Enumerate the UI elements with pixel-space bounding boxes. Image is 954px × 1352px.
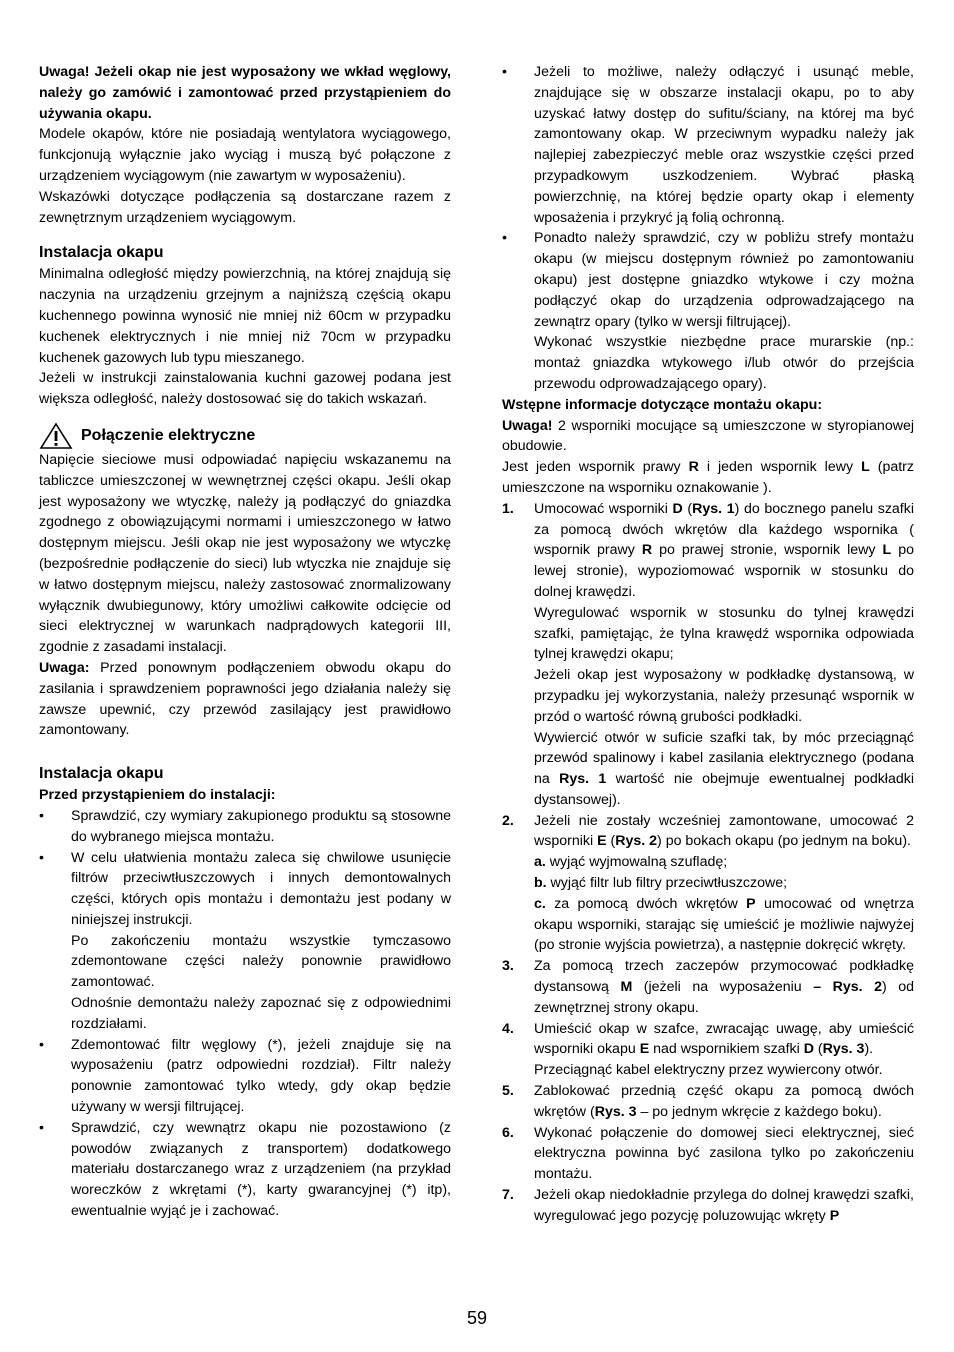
paragraph: Modele okapów, które nie posiadają wentylatora wyciągowego, funkcjonują wyłącznie jako wyciąg i muszą być połączone z urządzeniem wyciągowym (nie zawartym w wyposażeniu).	[39, 126, 451, 184]
warning-triangle-icon	[39, 422, 73, 450]
paragraph: Jest jeden wspornik prawy R i jeden wspornik lewy L (patrz umieszczone na wsporniku oznakowanie ).	[502, 459, 915, 496]
list-item: • Sprawdzić, czy wewnątrz okapu nie pozostawiono (z powodów związanych z transportem) dodatkowego materiału dostarczanego wraz z urządzeniem (na przykład woreczków z wkrętami (*), karty gwarancyjnej (*) itp), ewentualnie wyjąć je i zachować.	[39, 1119, 451, 1220]
step-1-continuation: Jeżeli okap jest wyposażony w podkładkę dystansową, w przypadku jej wykorzystania, należy przesunąć wspornik w przód o wartość równą grubości podkładki.	[534, 667, 914, 725]
section-heading-electrical	[39, 422, 451, 450]
list-item: • Jeżeli to możliwe, należy odłączyć i usunąć meble, znajdujące się w obszarze instalacji okapu, po to aby uzyskać łatwy dostęp do sufitu/ściany, na której ma być zamontowany okap. W przeciwnym wypadku należy jak najlepiej zabezpieczyć meble oraz wszystkie części przed przypadkowym uszkodzeniem. Wybrać płaską powierzchnię, na której będzie oparty okap i elementy wposażenia i przykryć ją folią ochronną.	[502, 64, 914, 226]
step-2-sub-a: a. wyjąć wyjmowalną szufladę;	[534, 854, 728, 871]
list-item: • Sprawdzić, czy wymiary zakupionego produktu są stosowne do wybranego miejsca montażu.	[39, 807, 451, 845]
list-item-continuation: Odnośnie demontażu należy zapoznać się z odpowiednimi rozdziałami.	[71, 995, 451, 1032]
subheading: Przed przystąpieniem do instalacji:	[39, 787, 276, 804]
section-heading-text: Połączenie elektryczne	[81, 426, 256, 444]
step-5: 5. Zablokować przednią część okapu za pomocą dwóch wkrętów (Rys. 3 – po jednym wkręcie z każdego boku).	[502, 1083, 914, 1120]
step-6: 6. Wykonać połączenie do domowej sieci elektrycznej, sieć elektryczna powinna być zasilona tylko po zakończeniu montażu.	[502, 1124, 914, 1183]
warning-carbon-filter: Uwaga! Jeżeli okap nie jest wyposażony we wkład węglowy, należy go zamówić i zamontować przed przystąpieniem do używania okapu.	[39, 64, 451, 122]
step-1-continuation: Wyregulować wspornik w stosunku do tylnej krawędzi szafki, pamiętając, że tylna krawędź wspornika odpowiada tylnej krawędzi okapu;	[534, 604, 914, 663]
list-item: • Ponadto należy sprawdzić, czy w pobliżu strefy montażu okapu (w miejscu dostępnym również po zamontowaniu okapu) jest dostępne gniazdko wtykowe i czy można podłączyć okap do urządzenia odprowadzającego na zewnątrz opary (tylko w wersji filtrującej).	[502, 230, 914, 330]
section-heading: Instalacja okapu	[39, 765, 164, 783]
list-item-continuation: Po zakończeniu montażu wszystkie tymczasowo zdemontowane części należy ponownie prawidłowo zamontować.	[71, 932, 451, 991]
right-column	[502, 62, 914, 1227]
left-column	[39, 62, 451, 1222]
step-4-continuation: Przeciągnąć kabel elektryczny przez wywiercony otwór.	[534, 1062, 883, 1079]
paragraph: Wskazówki dotyczące podłączenia są dostarczane razem z zewnętrznym urządzeniem wyciągowym.	[39, 188, 451, 226]
step-2-sub-c: c. za pomocą dwóch wkrętów P umocować od wnętrza okapu wsporniki, starając się umieścić je możliwie najwyżej (po stronie wyjścia powietrza), a następnie dokręcić wkręty.	[534, 895, 914, 954]
step-7: 7. Jeżeli okap niedokładnie przylega do dolnej krawędzi szafki, wyregulować jego pozycję poluzowując wkręty P	[502, 1187, 914, 1224]
paragraph: Uwaga: Przed ponownym podłączeniem obwodu okapu do zasilania i sprawdzeniem poprawności jego działania należy się zawsze upewnić, czy przewód zasilający jest prawidłowo zamontowany.	[39, 659, 451, 739]
list-item: • W celu ułatwienia montażu zaleca się chwilowe usunięcie filtrów przeciwtłuszczowych i innych demontowalnych części, których opis montażu i demontażu jest podany w niniejszej instrukcji.	[39, 849, 451, 928]
step-4: 4. Umieścić okap w szafce, zwracając uwagę, aby umieścić wsporniki okapu E nad wspornikiem szafki D (Rys. 3).	[502, 1020, 914, 1058]
paragraph: Minimalna odległość między powierzchnią, na której znajdują się naczynia na urządzeniu grzejnym a najniższą częścią okapu kuchennego powinna wynosić nie mniej niż 60cm w przypadku kuchenek elektrycznych i nie mniej niż 70cm w przypadku kuchenek gazowych lub typu mieszanego.	[39, 266, 451, 366]
section-heading: Instalacja okapu	[39, 244, 164, 262]
list-item: • Zdemontować filtr węglowy (*), jeżeli znajduje się na wyposażeniu (patrz odpowiedni rozdział). Filtr należy ponownie zamontować tylko wtedy, gdy okap będzie używany w wersji filtrującej.	[39, 1036, 451, 1116]
step-1: 1. Umocować wsporniki D (Rys. 1) do bocznego panelu szafki za pomocą dwóch wkrętów dla każdego wspornika ( wspornik prawy R po prawej stronie, wspornik lewy L po lewej stronie), wypoziomować wspornik w stosunku do dolnej krawędzi.	[502, 500, 914, 600]
paragraph: Jeżeli w instrukcji zainstalowania kuchni gazowej podana jest większa odległość, należy dostosować się do takich wskazań.	[39, 370, 451, 408]
list-item-continuation: Wykonać wszystkie niezbędne prace murarskie (np.: montaż gniazdka wtykowego i/lub otwór do przejścia przewodu odprowadzającego opary).	[534, 334, 914, 392]
page-number: 59	[466, 1308, 488, 1328]
paragraph: Uwaga! 2 wsporniki mocujące są umieszczone w styropianowej obudowie.	[502, 417, 914, 455]
subheading: Wstępne informacje dotyczące montażu okapu:	[502, 396, 823, 413]
paragraph: Napięcie sieciowe musi odpowiadać napięciu wskazanemu na tabliczce umieszczonej w wewnętrznej części okapu. Jeśli okap jest wyposażony we wtyczkę, należy ją podłączyć do gniazdka zgodnego z obowiązującymi normami i umieszczonego w łatwo dostępnym miejscu. Jeśli okap nie jest wyposażony we wtyczkę (bezpośrednie podłączenie do sieci) lub wtyczka nie znajduje się w łatwo dostępnym miejscu, należy zastosować znormalizowany wyłącznik dwubiegunowy, który umożliwi całkowite odcięcie od sieci elektrycznej w warunkach nadprądowych kategorii III, zgodnie z zasadami instalacji.	[39, 451, 451, 656]
step-1-continuation: Wywiercić otwór w suficie szafki tak, by móc przeciągnąć przewód spalinowy i kabel zasilania elektrycznego (podana na Rys. 1 wartość nie obejmuje ewentualnej podkładki dystansowej).	[534, 729, 914, 808]
step-2: 2. Jeżeli nie zostały wcześniej zamontowane, umocować 2 wsporniki E (Rys. 2) po bokach okapu (po jednym na boku).	[502, 812, 914, 850]
step-3: 3. Za pomocą trzech zaczepów przymocować podkładkę dystansową M (jeżeli na wyposażeniu – Rys. 2) od zewnętrznej strony okapu.	[502, 958, 914, 1016]
step-2-sub-b: b. wyjąć filtr lub filtry przeciwtłuszczowe;	[534, 875, 788, 892]
